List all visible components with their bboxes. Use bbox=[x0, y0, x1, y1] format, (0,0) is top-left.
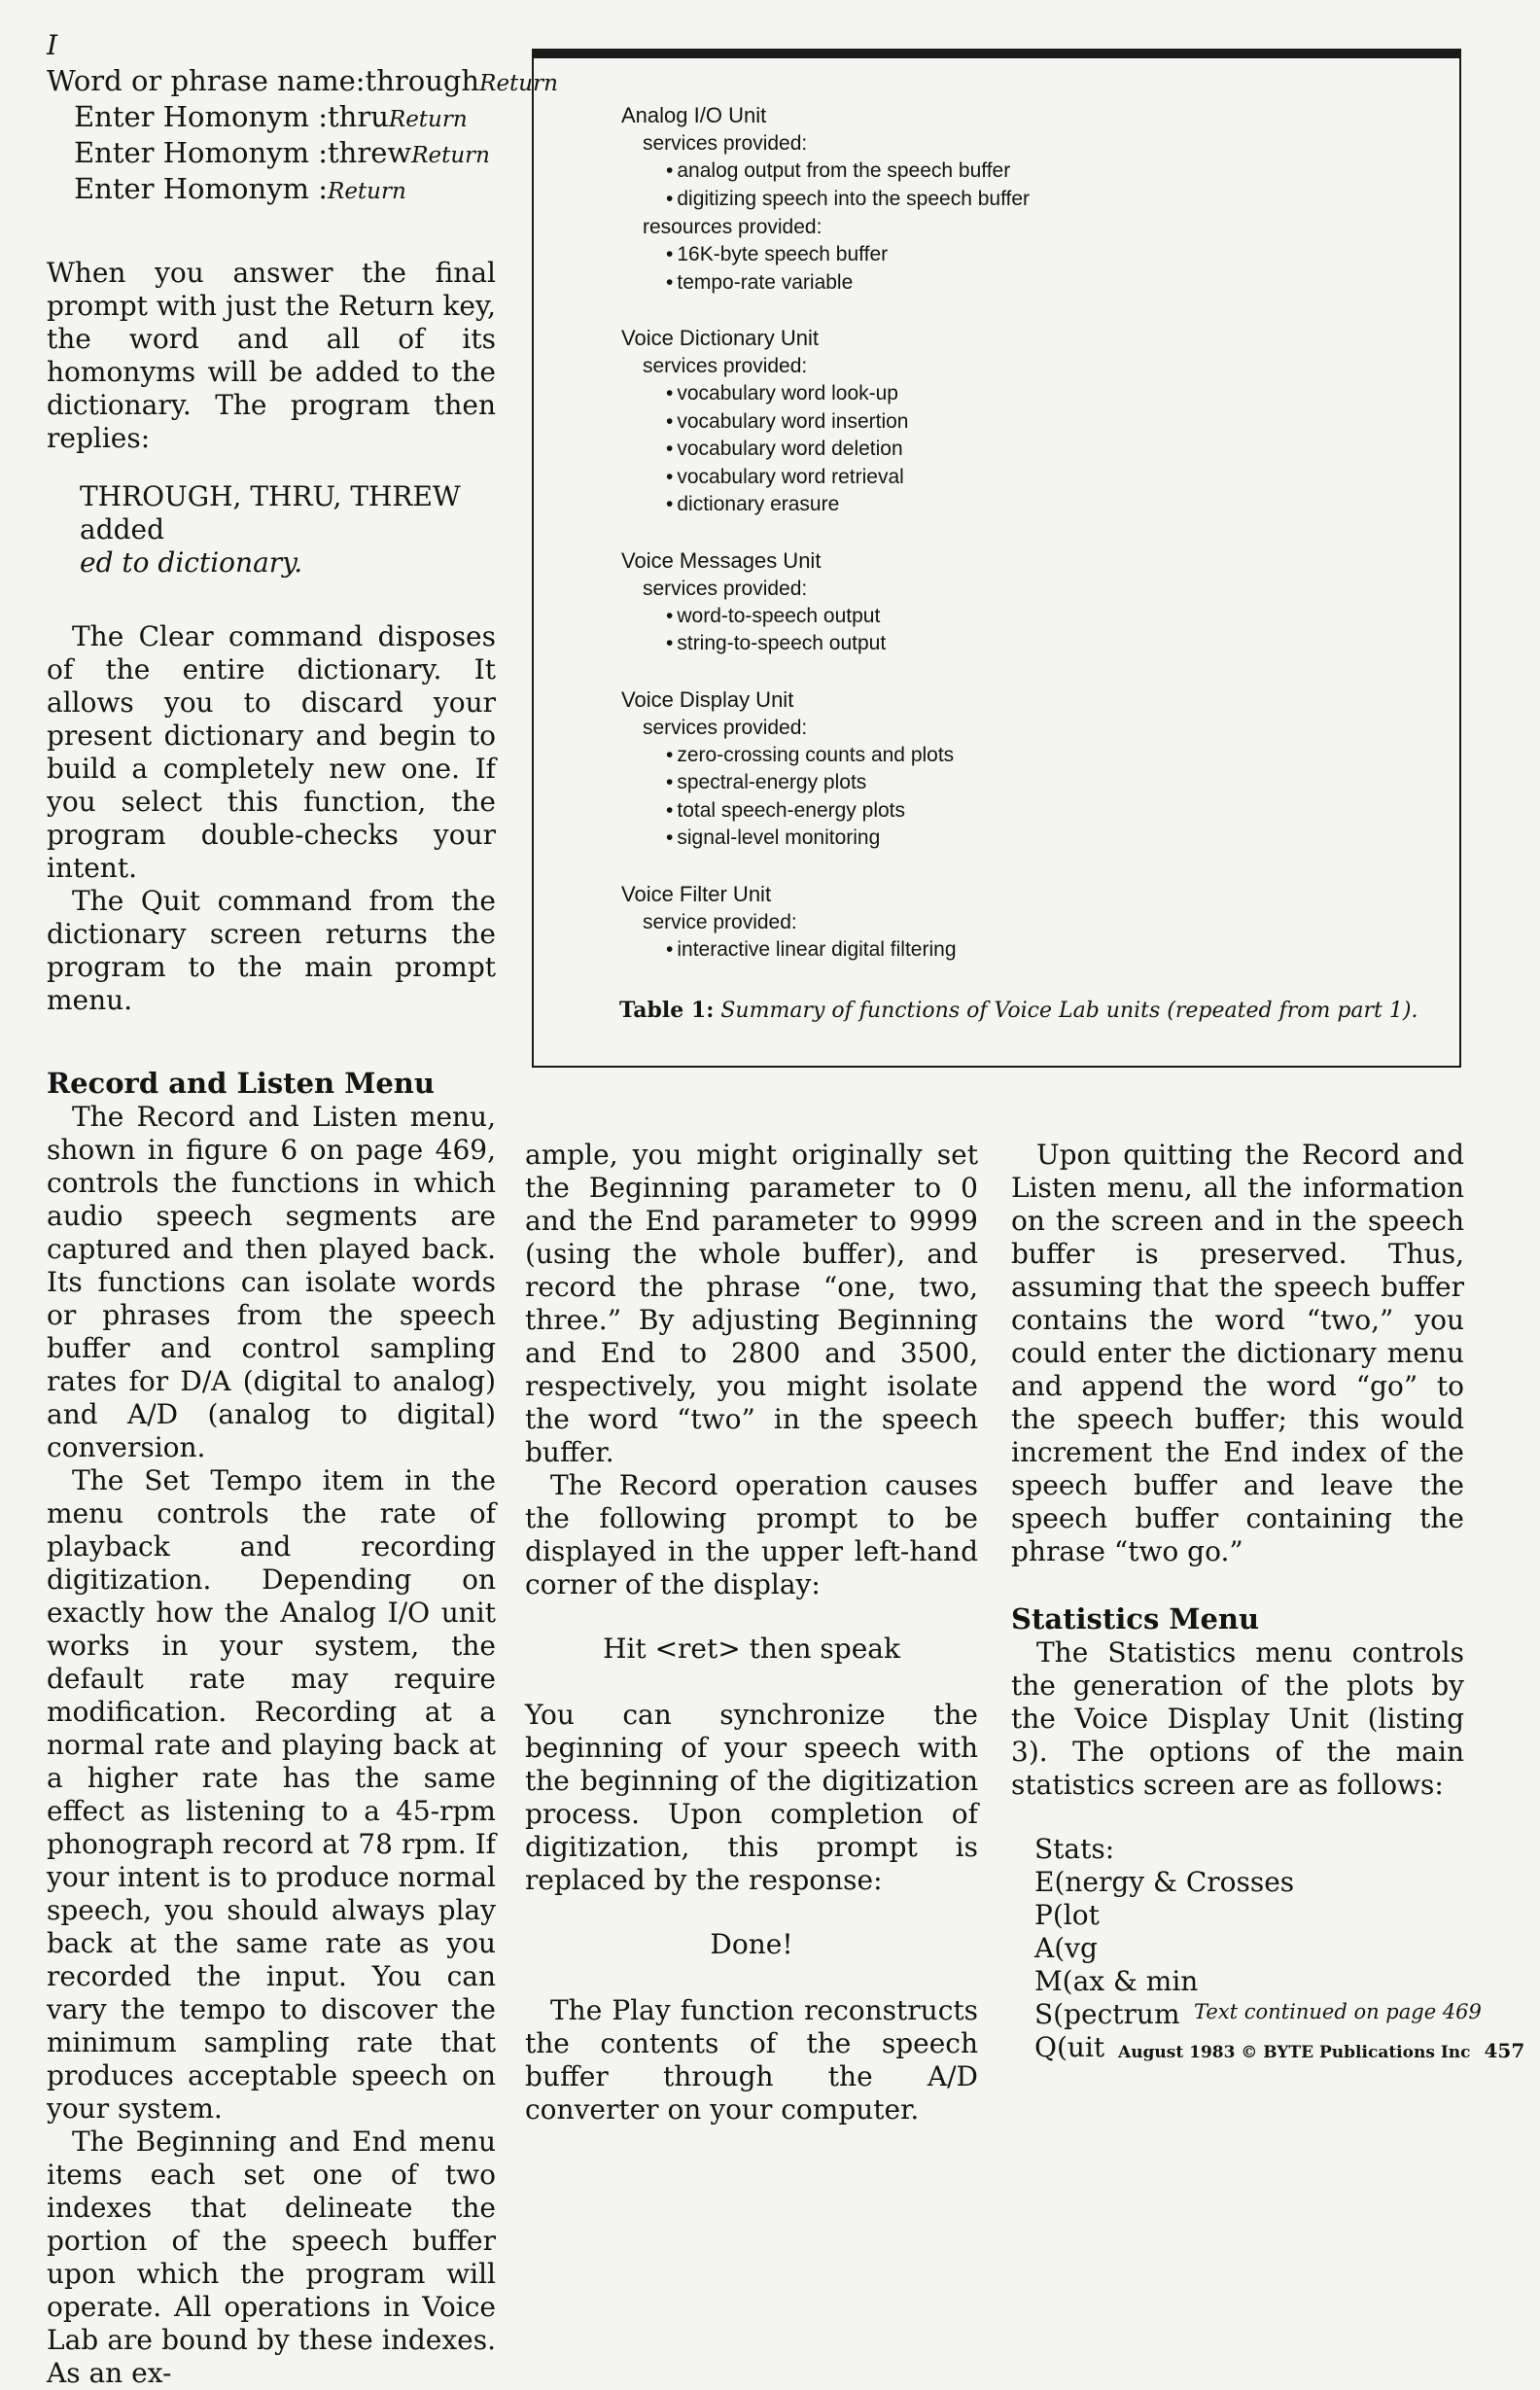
paragraph-play-function: The Play function reconstructs the contents of the speech buffer through the A/D converter on your computer. bbox=[525, 1994, 978, 2126]
menu-option: A(vg bbox=[1034, 1932, 1098, 1964]
return-key-label: Return bbox=[328, 179, 406, 204]
unit-group-label: resources provided: bbox=[643, 216, 822, 238]
return-key-label: Return bbox=[411, 143, 490, 168]
paragraph-statistics-menu: The Statistics menu controls the generation of the plots by the Voice Display Unit (listing 3). The options of the main statistics screen are as follows: bbox=[1011, 1636, 1464, 1801]
table-1-caption bbox=[619, 996, 1418, 1026]
unit-group-label: services provided: bbox=[643, 577, 808, 600]
paragraph-example-continued: ample, you might originally set the Beginning parameter to 0 and the End parameter to 9999 (using the whole buffer), and record the phrase “one, two, three.” By adjusting Beginning and End to 2800 and 3500, respectively, you might isolate the word “two” in the speech buffer. bbox=[525, 1139, 978, 1468]
unit-service-item: • vocabulary word deletion bbox=[621, 436, 1438, 464]
dictionary-dialog-example bbox=[47, 64, 558, 208]
program-reply bbox=[47, 480, 496, 580]
caption-text: Summary of functions of Voice Lab units (repeated from part 1). bbox=[720, 999, 1418, 1023]
continued-note: Text continued on page 469 bbox=[1194, 2000, 1482, 2023]
paragraph-record-listen: The Record and Listen menu, shown in figure 6 on page 469, controls the functions in which audio speech segments are captured and then played back. Its functions can isolate words or phrases from the speech buffer and control sampling rates for D/A (digital to analog) and A/D (analog to digital) conversion. bbox=[47, 1101, 496, 1463]
unit-voice-messages bbox=[621, 546, 1438, 658]
unit-voice-display bbox=[621, 685, 1438, 853]
unit-group-label: services provided: bbox=[643, 355, 808, 377]
unit-name: Voice Filter Unit bbox=[621, 881, 772, 906]
unit-service-item: • word-to-speech output bbox=[621, 603, 1438, 631]
dialog-line bbox=[47, 172, 496, 208]
caption-label: Table 1: bbox=[619, 998, 715, 1023]
page-number: 457 bbox=[1484, 2039, 1525, 2062]
unit-service-item: • vocabulary word retrieval bbox=[621, 464, 1438, 492]
unit-resource-item: • 16K-byte speech buffer bbox=[621, 241, 1438, 269]
return-key-label: Return bbox=[388, 107, 468, 132]
column-marker: I bbox=[47, 29, 58, 61]
dialog-line bbox=[47, 100, 496, 136]
return-key-label: Return bbox=[479, 71, 558, 96]
unit-service-item: • total speech-energy plots bbox=[621, 797, 1438, 826]
unit-service-item: • spectral-energy plots bbox=[621, 769, 1438, 797]
record-prompt-example: Hit <ret> then speak bbox=[603, 1633, 900, 1665]
dialog-prompt: Enter Homonym :threw bbox=[74, 136, 412, 169]
statistics-menu-options bbox=[1011, 1833, 1464, 2064]
dialog-line bbox=[47, 64, 558, 100]
unit-group-label: services provided: bbox=[643, 132, 808, 155]
table-1-box bbox=[532, 49, 1461, 1068]
unit-service-item: • zero-crossing counts and plots bbox=[621, 742, 1438, 770]
unit-service-item: • dictionary erasure bbox=[621, 491, 1438, 519]
dialog-prompt: Enter Homonym : bbox=[74, 172, 328, 205]
left-column bbox=[47, 29, 558, 2390]
menu-option: S(pectrum bbox=[1034, 1998, 1180, 2030]
page-footer bbox=[1118, 2036, 1524, 2067]
unit-group-label: services provided: bbox=[643, 716, 808, 739]
menu-option: Q(uit bbox=[1034, 2031, 1105, 2063]
dialog-prompt: Word or phrase name:through bbox=[47, 64, 480, 97]
paragraph-synchronize: You can synchronize the beginning of your speech with the beginning of the digitization process. Upon completion of digitization, this prompt is replaced by the response: bbox=[525, 1699, 978, 1896]
unit-name: Voice Messages Unit bbox=[621, 547, 822, 573]
section-heading-statistics: Statistics Menu bbox=[1011, 1602, 1260, 1635]
unit-service-item: • string-to-speech output bbox=[621, 630, 1438, 658]
done-response-example: Done! bbox=[710, 1928, 793, 1960]
unit-service-item: • digitizing speech into the speech buffer bbox=[621, 186, 1438, 214]
right-column bbox=[1011, 1139, 1464, 2064]
unit-service-item: • interactive linear digital filtering bbox=[621, 936, 1438, 965]
unit-analog-io bbox=[621, 101, 1438, 297]
unit-name: Voice Display Unit bbox=[621, 686, 794, 712]
paragraph-record-operation: The Record operation causes the following prompt to be displayed in the upper left-hand corner of the display: bbox=[525, 1469, 978, 1600]
menu-option: Stats: bbox=[1034, 1833, 1115, 1865]
unit-service-item: • vocabulary word look-up bbox=[621, 380, 1438, 408]
unit-service-item: • vocabulary word insertion bbox=[621, 408, 1438, 437]
middle-column bbox=[525, 1139, 978, 2126]
paragraph-final-prompt: When you answer the final prompt with just the Return key, the word and all of its homonyms will be added to the dictionary. The program then replies: bbox=[47, 257, 496, 454]
menu-option: P(lot bbox=[1034, 1899, 1100, 1931]
unit-name: Voice Dictionary Unit bbox=[621, 326, 819, 350]
paragraph-quit-command: The Quit command from the dictionary screen returns the program to the main prompt menu. bbox=[47, 885, 496, 1016]
unit-name: Analog I/O Unit bbox=[621, 103, 767, 127]
menu-option: E(nergy & Crosses bbox=[1034, 1866, 1295, 1898]
unit-resource-item: • tempo-rate variable bbox=[621, 269, 1438, 298]
paragraph-set-tempo: The Set Tempo item in the menu controls the rate of playback and recording digitization. Depending on exactly how the Analog I/O unit works in your system, the default rate may require modification. Recording at a normal rate and playing back at a higher rate has the same effect as listening to a 45-rpm phonograph record at 78 rpm. If your intent is to produce normal speech, you should always play back at the same rate as you recorded the input. You can vary the tempo to discover the minimum sampling rate that produces acceptable speech on your system. bbox=[47, 1464, 496, 2125]
dialog-prompt: Enter Homonym :thru bbox=[74, 100, 389, 133]
unit-voice-dictionary bbox=[621, 324, 1438, 519]
paragraph-quitting-record-listen: Upon quitting the Record and Listen menu, all the information on the screen and in the speech buffer is preserved. Thus, assuming that the speech buffer contains the word “two,” you could enter the dictionary menu and append the word “go” to the speech buffer; this would increment the End index of the speech buffer and leave the speech buffer containing the phrase “two go.” bbox=[1011, 1139, 1464, 1567]
unit-group-label: service provided: bbox=[643, 910, 797, 933]
reply-text-italic: ed to dictionary. bbox=[80, 546, 303, 579]
paragraph-beginning-end: The Beginning and End menu items each set one of two indexes that delineate the portion of the speech buffer upon which the program will operate. All operations in Voice Lab are bound by these indexes. As an ex- bbox=[47, 2126, 496, 2389]
table-1-content bbox=[621, 101, 1438, 991]
unit-voice-filter bbox=[621, 880, 1438, 965]
unit-service-item: • analog output from the speech buffer bbox=[621, 158, 1438, 186]
reply-text: THROUGH, THRU, THREW added bbox=[80, 480, 461, 545]
footer-credit: August 1983 © BYTE Publications Inc bbox=[1118, 2043, 1471, 2062]
section-heading-record-listen: Record and Listen Menu bbox=[47, 1067, 435, 1100]
menu-option: M(ax & min bbox=[1034, 1965, 1199, 1997]
dialog-line bbox=[47, 136, 496, 172]
unit-service-item: • signal-level monitoring bbox=[621, 825, 1438, 853]
paragraph-clear-command: The Clear command disposes of the entire dictionary. It allows you to discard your present dictionary and begin to build a completely new one. If you select this function, the program double-checks your intent. bbox=[47, 620, 496, 884]
